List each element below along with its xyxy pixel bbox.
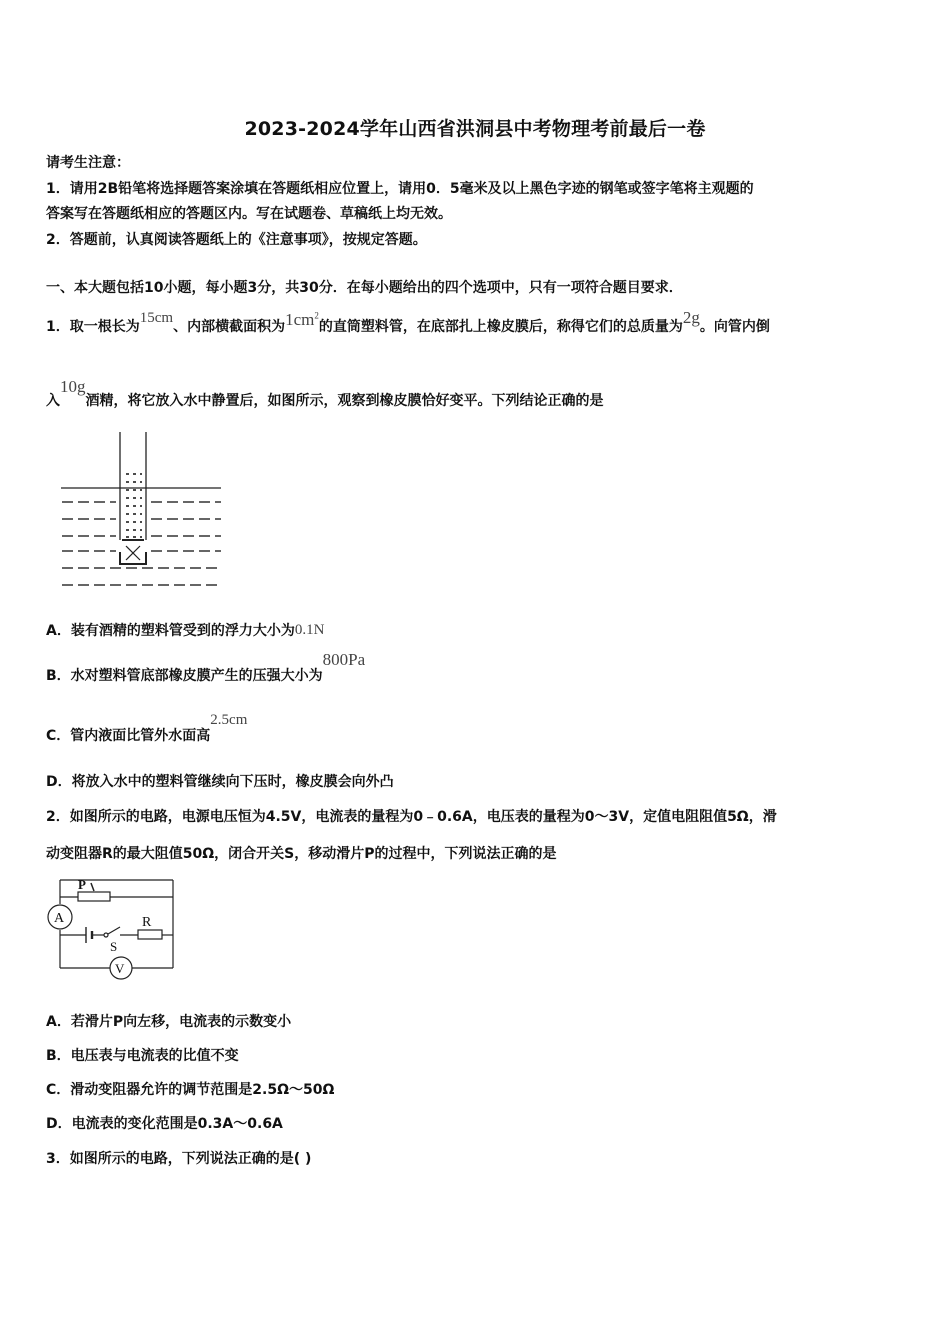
- q1-option-a-value: 0.1N: [294, 622, 325, 638]
- q1-text-2: 、内部横截面积为: [173, 319, 286, 335]
- notice-line-3: 2．答题前，认真阅读答题纸上的《注意事项》，按规定答题。: [46, 232, 427, 248]
- q1-area-value: 1cm: [285, 310, 315, 329]
- q1-option-c-text: C．管内液面比管外水面高: [46, 728, 211, 744]
- q1-option-c-value: 2.5cm: [210, 712, 248, 728]
- q2-stem-line-2: 动变阻器R的最大阻值50Ω，闭合开关S，移动滑片P的过程中，下列说法正确的是: [46, 846, 557, 862]
- resistor-r-label: R: [142, 915, 152, 930]
- q2-option-a[interactable]: A．若滑片P向左移，电流表的示数变小: [46, 1014, 292, 1030]
- q2-stem-line-1: 2．如图所示的电路，电源电压恒为4.5V，电流表的量程为0﹣0.6A，电压表的量程为0～3V，定值电阻阻值5Ω，滑: [46, 809, 777, 825]
- q1-stem-line-2: [46, 377, 604, 410]
- q2-option-c[interactable]: C．滑动变阻器允许的调节范围是2.5Ω～50Ω: [46, 1082, 335, 1098]
- q1-text-6: 酒精，将它放入水中静置后，如图所示，观察到橡皮膜恰好变平。下列结论正确的是: [85, 393, 604, 409]
- q1-option-b-text: B．水对塑料管底部橡皮膜产生的压强大小为: [46, 668, 323, 684]
- q1-tube-in-water-figure: [56, 430, 226, 595]
- page-title: 2023-2024学年山西省洪洞县中考物理考前最后一卷: [244, 118, 706, 140]
- resistor-symbol: [138, 930, 162, 939]
- q1-option-c[interactable]: [46, 712, 248, 745]
- q2-option-d[interactable]: D．电流表的变化范围是0.3A～0.6A: [46, 1116, 283, 1132]
- switch-symbol: [108, 927, 120, 934]
- q2-circuit-diagram: [44, 872, 184, 977]
- q1-text-3: 的直筒塑料管，在底部扎上橡皮膜后，称得它们的总质量为: [318, 319, 683, 335]
- notice-line-2: 答案写在答题纸相应的答题区内。写在试题卷、草稿纸上均无效。: [46, 206, 452, 222]
- q3-stem-line-1: 3．如图所示的电路，下列说法正确的是( ): [46, 1151, 312, 1167]
- q1-option-b[interactable]: [46, 650, 366, 685]
- q1-alcohol-mass: 10g: [60, 377, 86, 396]
- rheostat-symbol: [78, 892, 110, 901]
- switch-s-label: S: [110, 939, 118, 954]
- q2-option-b[interactable]: B．电压表与电流表的比值不变: [46, 1048, 239, 1064]
- q1-mass-value: 2g: [682, 308, 700, 327]
- q1-option-d[interactable]: D．将放入水中的塑料管继续向下压时，橡皮膜会向外凸: [46, 774, 394, 790]
- voltmeter-label: V: [115, 961, 125, 976]
- notice-heading: 请考生注意：: [46, 155, 130, 171]
- q1-text-5: 入: [46, 393, 60, 409]
- notice-line-1: 1．请用2B铅笔将选择题答案涂填在答题纸相应位置上，请用0．5毫米及以上黑色字迹的钢笔或签字笔将主观题的: [46, 181, 754, 197]
- q1-area-exponent: 2: [314, 310, 319, 321]
- q1-option-a[interactable]: [46, 620, 324, 640]
- q1-text-1: 1．取一根长为: [46, 319, 140, 335]
- q1-text-4: 。向管内倒: [699, 319, 770, 335]
- q1-stem-line-1: [46, 308, 770, 336]
- q1-option-a-text: A．装有酒精的塑料管受到的浮力大小为: [46, 623, 295, 639]
- slider-p-label: P: [78, 877, 86, 892]
- ammeter-label: A: [54, 911, 65, 926]
- q1-option-b-value: 800Pa: [322, 650, 366, 669]
- section-1-heading: 一、本大题包括10小题，每小题3分，共30分．在每小题给出的四个选项中，只有一项符合题目要求．: [46, 280, 683, 296]
- q1-length-value: 15cm: [139, 310, 174, 326]
